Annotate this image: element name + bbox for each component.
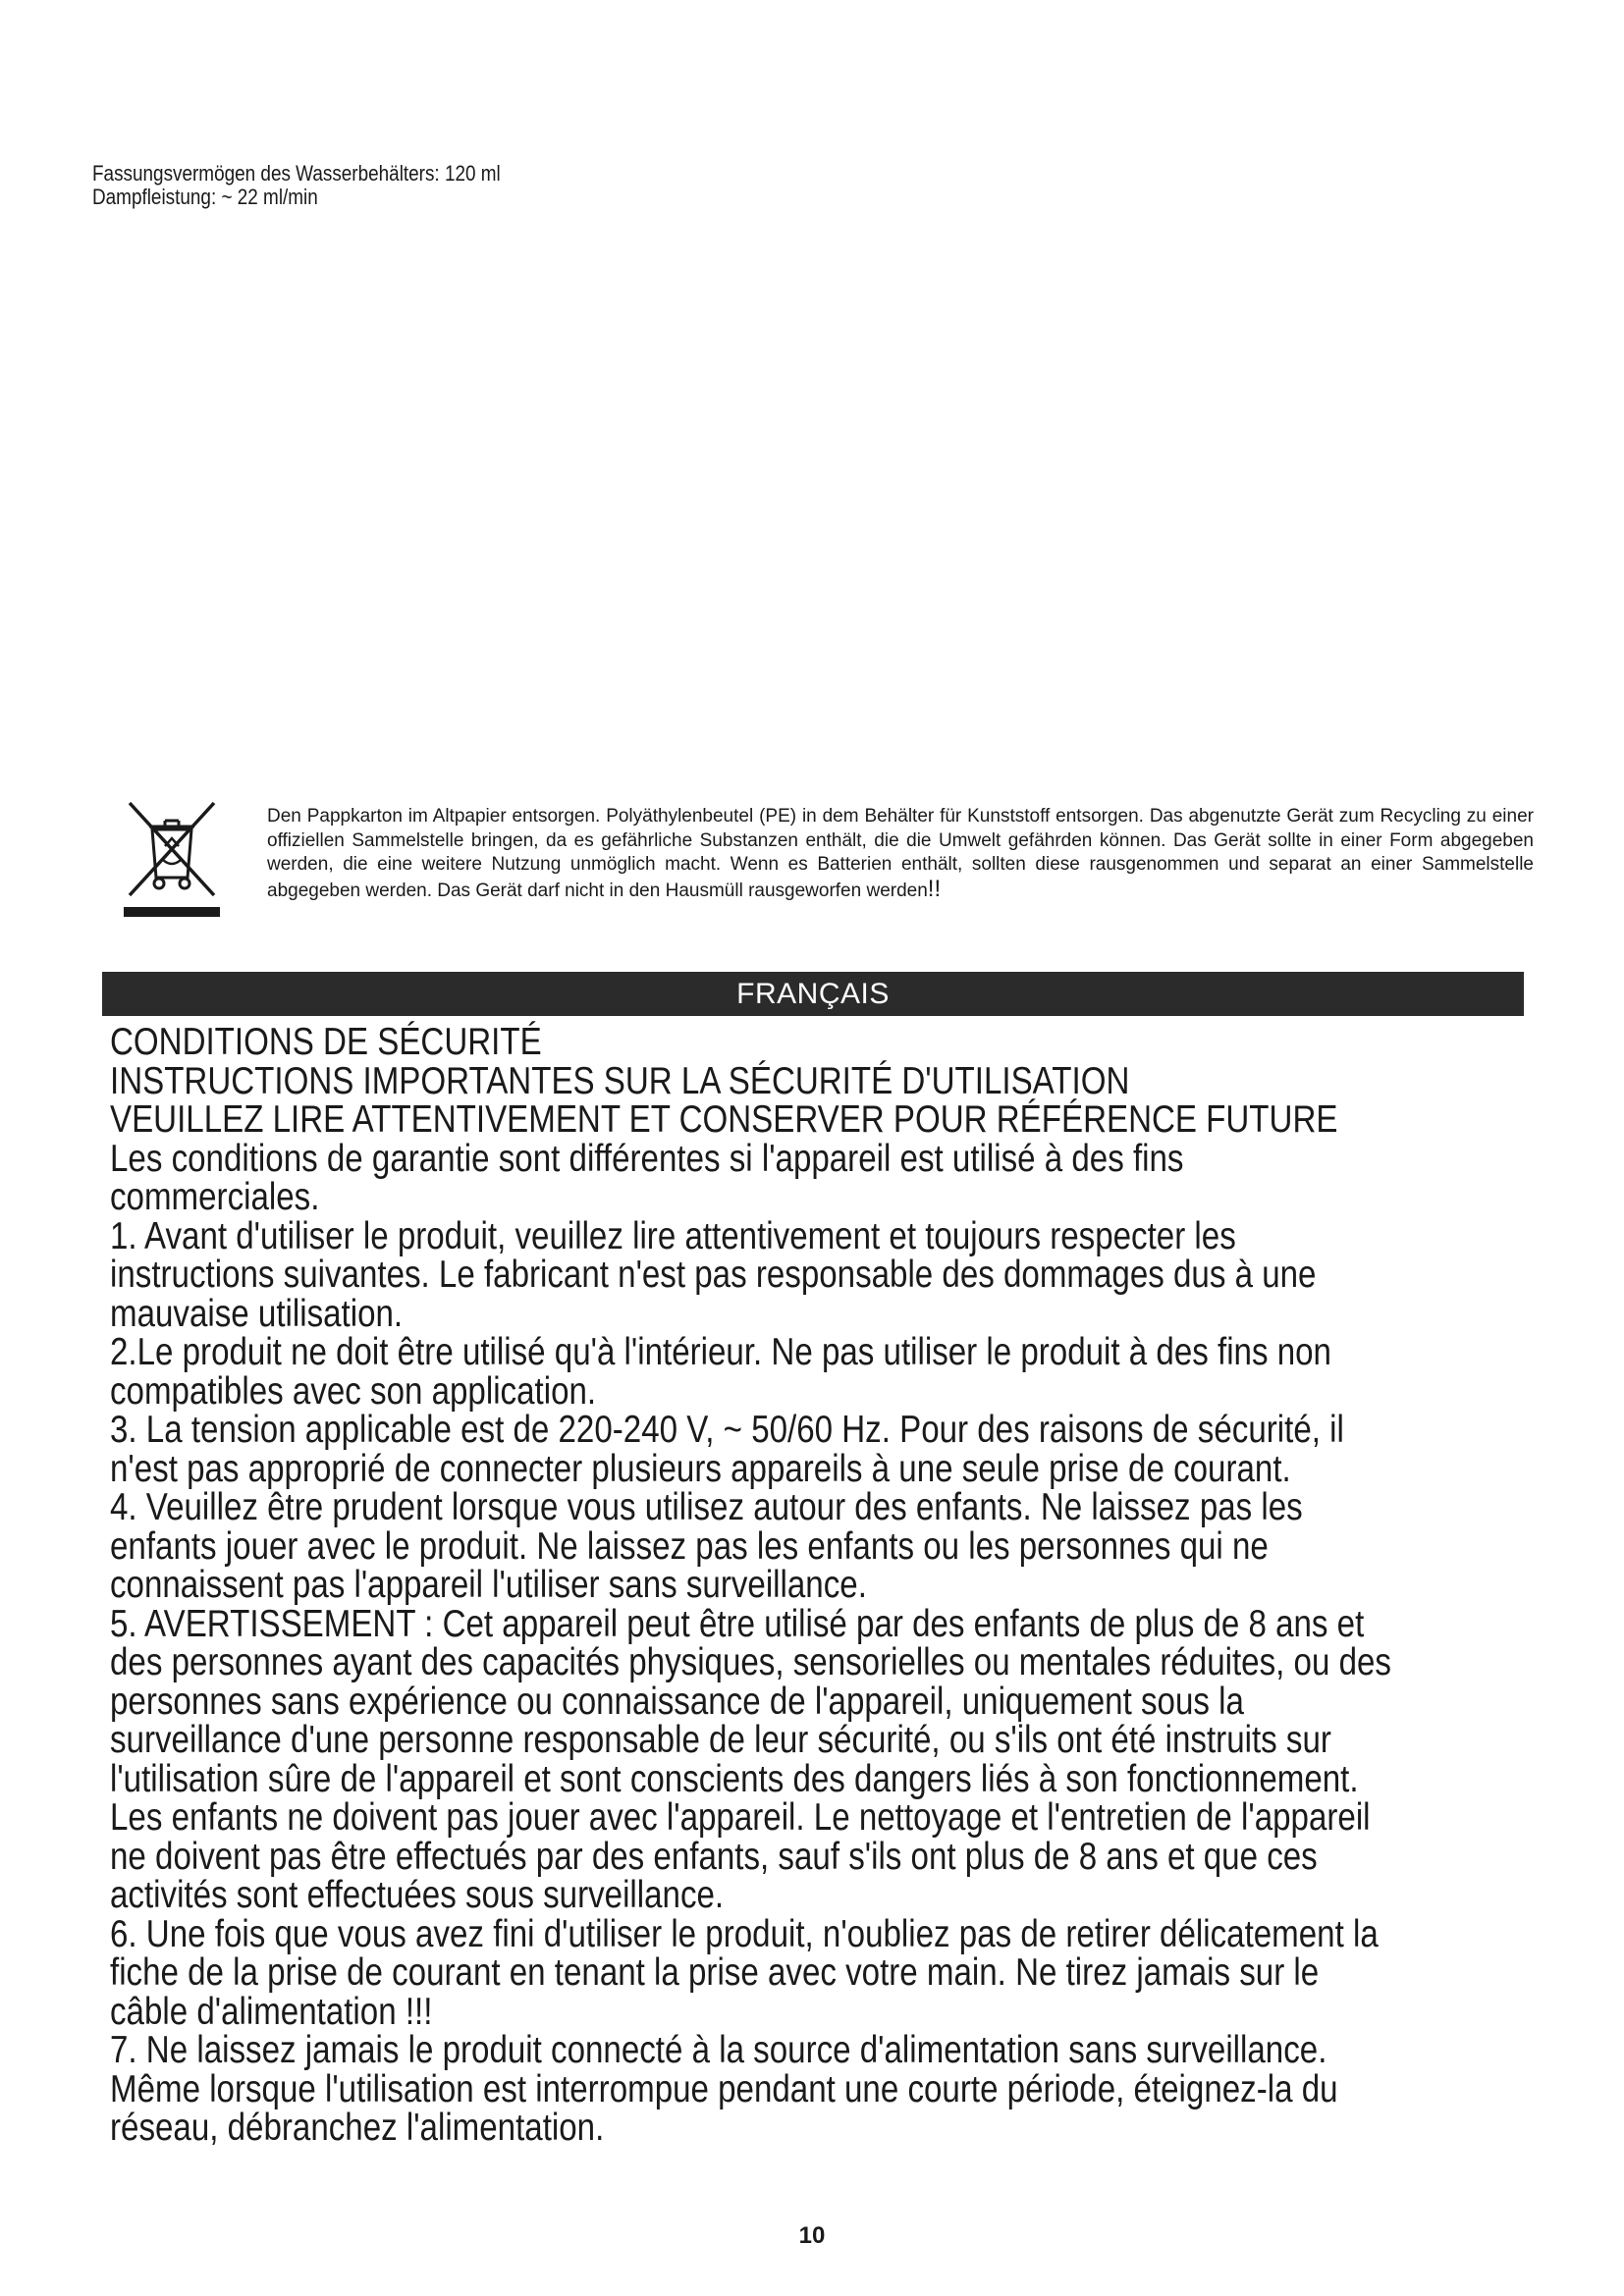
- text-line: mauvaise utilisation.: [110, 1292, 404, 1335]
- text-line: 6. Une fois que vous avez fini d'utiliser le produit, n'oubliez pas de retirer délicatement la: [110, 1912, 1379, 1955]
- text-line: 4. Veuillez être prudent lorsque vous utilisez autour des enfants. Ne laissez pas les: [110, 1486, 1303, 1528]
- safety-instructions: [110, 1023, 1461, 2148]
- spec-water-tank-capacity: Fassungsvermögen des Wasserbehälters: 120 ml: [92, 161, 501, 186]
- text-line: connaissent pas l'appareil l'utiliser sans surveillance.: [110, 1564, 867, 1606]
- text-line: Même lorsque l'utilisation est interrompue pendant une courte période, éteignez-la du: [110, 2067, 1338, 2110]
- text-line: ne doivent pas être effectués par des enfants, sauf s'ils ont plus de 8 ans et que ces: [110, 1835, 1318, 1878]
- text-line: Les enfants ne doivent pas jouer avec l'appareil. Le nettoyage et l'entretien de l'appareil: [110, 1796, 1371, 1839]
- text-line: câble d'alimentation !!!: [110, 1990, 433, 2033]
- safety-subheading: INSTRUCTIONS IMPORTANTES SUR LA SÉCURITÉ D'UTILISATION: [110, 1059, 1130, 1102]
- disposal-text: Den Pappkarton im Altpapier entsorgen. Polyäthylenbeutel (PE) in dem Behälter für Kunststoff entsorgen. Das abgenutzte Gerät zum Recycling zu einer offiziellen Sammelstelle bringen, da es gefährliche Substanzen enthält, die die Umwelt gefährden können. Das Gerät sollte in einer Form abgegeben werden, die eine weitere Nutzung unmöglich macht. Wenn es Batterien enthält, sollten diese rausgenommen und separat an einer Sammelstelle abgegeben werden. Das Gerät darf nicht in den Hausmüll rausgeworfen werden: [267, 806, 1534, 901]
- page-number: 10: [798, 2222, 826, 2249]
- text-line: surveillance d'une personne responsable de leur sécurité, ou s'ils ont été instruits sur: [110, 1719, 1331, 1761]
- text-line: activités sont effectuées sous surveillance.: [110, 1874, 725, 1916]
- text-line: des personnes ayant des capacités physiques, sensorielles ou mentales réduites, ou des: [110, 1641, 1391, 1683]
- text-line: instructions suivantes. Le fabricant n'est pas responsable des dommages dus à une: [110, 1254, 1317, 1296]
- text-line: personnes sans expérience ou connaissance de l'appareil, uniquement sous la: [110, 1680, 1244, 1723]
- safety-heading: CONDITIONS DE SÉCURITÉ: [110, 1021, 542, 1063]
- safety-subheading: VEUILLEZ LIRE ATTENTIVEMENT ET CONSERVER POUR RÉFÉRENCE FUTURE: [110, 1098, 1338, 1141]
- text-line: réseau, débranchez l'alimentation.: [110, 2107, 605, 2149]
- text-line: 3. La tension applicable est de 220-240 V, ~ 50/60 Hz. Pour des raisons de sécurité, il: [110, 1409, 1344, 1451]
- text-line: 1. Avant d'utiliser le produit, veuillez lire attentivement et toujours respecter les: [110, 1214, 1236, 1257]
- disposal-instructions: [267, 805, 1534, 903]
- language-section-header: FRANÇAIS: [102, 972, 1524, 1016]
- text-line: compatibles avec son application.: [110, 1369, 597, 1413]
- disposal-emphasis: !!: [927, 875, 942, 902]
- text-line: 7. Ne laissez jamais le produit connecté à la source d'alimentation sans surveillance.: [110, 2029, 1327, 2071]
- text-line: l'utilisation sûre de l'appareil et sont conscients des dangers liés à son fonctionnement.: [110, 1757, 1359, 1800]
- text-line: enfants jouer avec le produit. Ne laissez pas les enfants ou les personnes qui ne: [110, 1524, 1269, 1568]
- technical-specs: [92, 162, 501, 209]
- text-line: Les conditions de garantie sont différentes si l'appareil est utilisé à des fins: [110, 1137, 1184, 1180]
- text-line: fiche de la prise de courant en tenant la prise avec votre main. Ne tirez jamais sur le: [110, 1951, 1320, 1994]
- crossed-out-wheelie-bin-icon: [120, 797, 224, 923]
- text-line: commerciales.: [110, 1176, 320, 1218]
- text-line: n'est pas approprié de connecter plusieurs appareils à une seule prise de courant.: [110, 1447, 1291, 1490]
- spec-steam-output: Dampfleistung: ~ 22 ml/min: [92, 185, 318, 209]
- text-line: 2.Le produit ne doit être utilisé qu'à l'intérieur. Ne pas utiliser le produit à des fins non: [110, 1331, 1331, 1373]
- text-line: 5. AVERTISSEMENT : Cet appareil peut être utilisé par des enfants de plus de 8 ans et: [110, 1602, 1365, 1645]
